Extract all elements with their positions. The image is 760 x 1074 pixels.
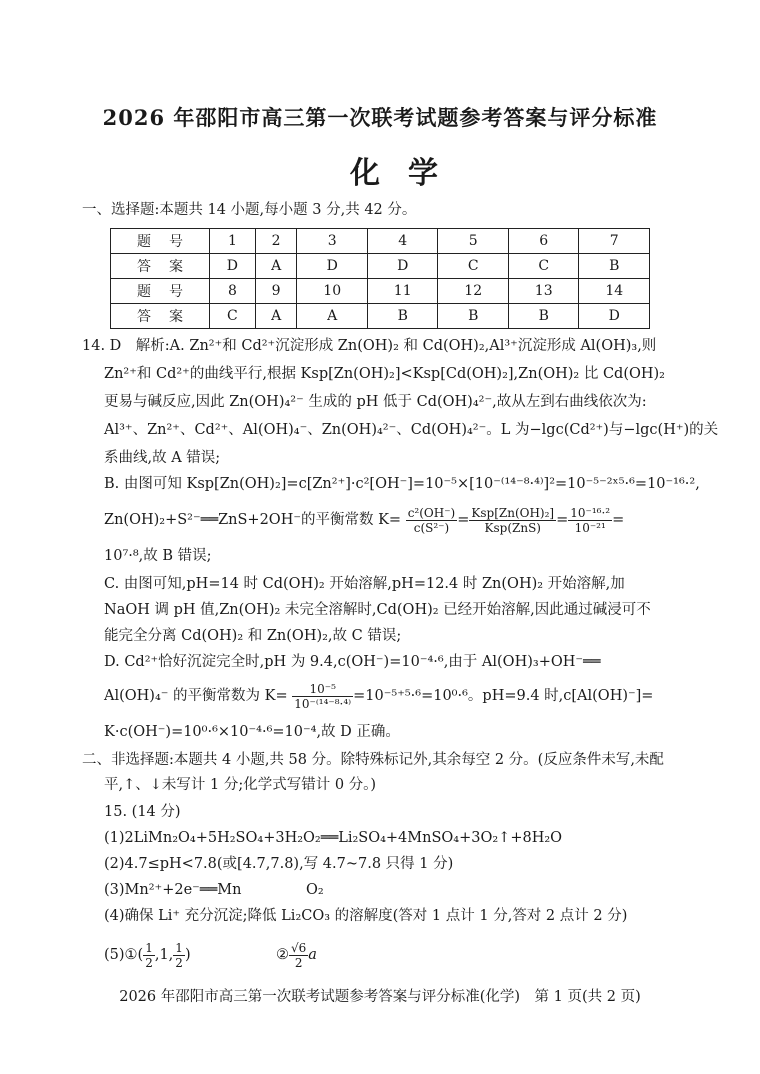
- equation-text: Zn(OH)₂+S²⁻══ZnS+2OH⁻的平衡常数 K=: [104, 512, 402, 528]
- q15-answer: (3)Mn²⁺+2e⁻══Mn: [104, 882, 242, 898]
- q14-line: D. Cd²⁺恰好沉淀完全时,pH 为 9.4,c(OH⁻)=10⁻⁴·⁶,由于 Al(OH)₃+OH⁻══: [104, 654, 601, 670]
- question-number: 4: [367, 229, 438, 254]
- table-row: [111, 254, 650, 279]
- answer-cell: D: [297, 254, 368, 279]
- subject-title: 化学: [350, 156, 466, 191]
- q14-line: K·c(OH⁻)=10⁰·⁶×10⁻⁴·⁶=10⁻⁴,故 D 正确。: [104, 724, 400, 740]
- numerator: 1: [175, 940, 183, 955]
- q15-answer: (4)确保 Li⁺ 充分沉淀;降低 Li₂CO₃ 的溶解度(答对 1 点计 1 分,答对 2 点计 2 分): [104, 908, 628, 924]
- answer-cell: B: [438, 304, 509, 329]
- fraction: [469, 506, 556, 535]
- q15-answer: (2)4.7≤pH<7.8(或[4.7,7.8),写 4.7~7.8 只得 1 分): [104, 856, 454, 872]
- answer-cell: B: [367, 304, 438, 329]
- numerator: 1: [145, 940, 153, 955]
- answer-cell: D: [367, 254, 438, 279]
- q14-line: 更易与碱反应,因此 Zn(OH)₄²⁻ 生成的 pH 低于 Cd(OH)₄²⁻,故从左到右曲线依次为:: [104, 394, 647, 410]
- question-number: 7: [579, 229, 650, 254]
- equation-text: =10⁻⁵⁺⁵·⁶=10⁰·⁶。pH=9.4 时,c[Al(OH)⁻]=: [353, 688, 654, 704]
- q15-title: 15. (14 分): [104, 804, 181, 820]
- table-row: [111, 279, 650, 304]
- answer-text: (5)①(: [104, 947, 144, 963]
- q15-answer: [104, 935, 191, 975]
- question-number: 13: [508, 279, 579, 304]
- q14-line: Zn²⁺和 Cd²⁺的曲线平行,根据 Ksp[Zn(OH)₂]<Ksp[Cd(OH)₂],Zn(OH)₂ 比 Cd(OH)₂: [104, 366, 665, 382]
- question-number: 8: [210, 279, 256, 304]
- denominator: 10⁻²¹: [574, 520, 606, 535]
- denominator: 2: [294, 955, 303, 970]
- q14-line: Al³⁺、Zn²⁺、Cd²⁺、Al(OH)₄⁻、Zn(OH)₄²⁻、Cd(OH)₄²⁻。L 为−lgc(Cd²⁺)与−lgc(H⁺)的关: [104, 422, 719, 438]
- question-number: 1: [210, 229, 256, 254]
- section1-heading: 一、选择题:本题共 14 小题,每小题 3 分,共 42 分。: [82, 202, 417, 218]
- answer-cell: D: [210, 254, 256, 279]
- q15-answer: O₂: [306, 882, 324, 898]
- question-number: 12: [438, 279, 509, 304]
- answer-variable: a: [308, 947, 317, 963]
- fraction: [289, 941, 308, 970]
- table-row: [111, 229, 650, 254]
- page-title: 2026 年邵阳市高三第一次联考试题参考答案与评分标准: [102, 105, 658, 130]
- row-label: 答案: [111, 254, 210, 279]
- table-row: [111, 304, 650, 329]
- denominator: Ksp(ZnS): [484, 520, 541, 535]
- q14-equation-line: Zn(OH)₂+S²⁻══ZnS+2OH⁻的平衡常数 K= $\frac{\text{c²(OH⁻)}}{\text{c(S²⁻)}}$ = $\frac{\text{Ksp[Zn(OH)₂]}}{\text{Ksp(ZnS)}}$ = $\frac{\text{10⁻¹⁶·²}}{\text{10⁻²¹}}$ =: [104, 505, 625, 535]
- fraction: [143, 941, 155, 970]
- denominator: c(S²⁻): [413, 520, 450, 535]
- answer-text: ,1,: [154, 947, 174, 963]
- fraction: [292, 682, 353, 711]
- question-number: 5: [438, 229, 509, 254]
- numerator: 10⁻⁵: [292, 682, 353, 697]
- q15-answer: [276, 935, 317, 975]
- denominator: 10⁻⁽¹⁴⁻⁸·⁴⁾: [294, 696, 352, 711]
- answer-cell: C: [438, 254, 509, 279]
- page-footer: 2026 年邵阳市高三第一次联考试题参考答案与评分标准(化学) 第 1 页(共 2 页): [119, 989, 641, 1005]
- q14-line: 10⁷·⁸,故 B 错误;: [104, 548, 212, 564]
- question-number: 10: [297, 279, 368, 304]
- q14-line: C. 由图可知,pH=14 时 Cd(OH)₂ 开始溶解,pH=12.4 时 Zn(OH)₂ 开始溶解,加: [104, 576, 625, 592]
- answer-cell: C: [210, 304, 256, 329]
- numerator: 10⁻¹⁶·²: [570, 505, 611, 520]
- section2-heading: 二、非选择题:本题共 4 小题,共 58 分。除特殊标记外,其余每空 2 分。(反应条件未写,未配: [82, 752, 664, 768]
- numerator: c²(OH⁻): [407, 505, 456, 520]
- q14-line: B. 由图可知 Ksp[Zn(OH)₂]=c[Zn²⁺]·c²[OH⁻]=10⁻⁵×[10⁻⁽¹⁴⁻⁸·⁴⁾]²=10⁻⁵⁻²ˣ⁵·⁶=10⁻¹⁶·²,: [104, 476, 700, 492]
- q14-line: NaOH 调 pH 值,Zn(OH)₂ 未完全溶解时,Cd(OH)₂ 已经开始溶解,因此通过碱浸可不: [104, 602, 651, 618]
- denominator: 2: [145, 955, 153, 970]
- question-number: 14: [579, 279, 650, 304]
- q14-line: 14. D 解析:A. Zn²⁺和 Cd²⁺沉淀形成 Zn(OH)₂ 和 Cd(OH)₂,Al³⁺沉淀形成 Al(OH)₃,则: [82, 338, 657, 354]
- row-label: 题号: [111, 279, 210, 304]
- q15-answer: (1)2LiMn₂O₄+5H₂SO₄+3H₂O₂══Li₂SO₄+4MnSO₄+3O₂↑+8H₂O: [104, 830, 563, 846]
- answer-text: ): [184, 947, 191, 963]
- denominator: 2: [175, 955, 183, 970]
- question-number: 2: [255, 229, 297, 254]
- section2-heading: 平,↑、↓未写计 1 分;化学式写错计 0 分。): [104, 777, 377, 793]
- answer-cell: D: [579, 304, 650, 329]
- fraction: [406, 506, 458, 535]
- answer-cell: B: [579, 254, 650, 279]
- q14-line: 能完全分离 Cd(OH)₂ 和 Zn(OH)₂,故 C 错误;: [104, 628, 402, 644]
- equation-text: Al(OH)₄⁻ 的平衡常数为 K=: [104, 688, 288, 704]
- answer-cell: B: [508, 304, 579, 329]
- question-number: 3: [297, 229, 368, 254]
- question-number: 9: [255, 279, 297, 304]
- answer-cell: C: [508, 254, 579, 279]
- q14-equation-line: [104, 676, 653, 716]
- numerator: Ksp[Zn(OH)₂]: [471, 505, 555, 520]
- answer-cell: A: [255, 304, 297, 329]
- q14-line: 系曲线,故 A 错误;: [104, 450, 221, 466]
- row-label: 题号: [111, 229, 210, 254]
- answer-cell: A: [297, 304, 368, 329]
- question-number: 6: [508, 229, 579, 254]
- answer-cell: A: [255, 254, 297, 279]
- fraction: [173, 941, 185, 970]
- numerator: √6: [291, 940, 307, 955]
- row-label: 答案: [111, 304, 210, 329]
- fraction: [568, 506, 612, 535]
- question-number: 11: [367, 279, 438, 304]
- answer-table: [110, 228, 650, 329]
- answer-text: ②: [276, 947, 289, 963]
